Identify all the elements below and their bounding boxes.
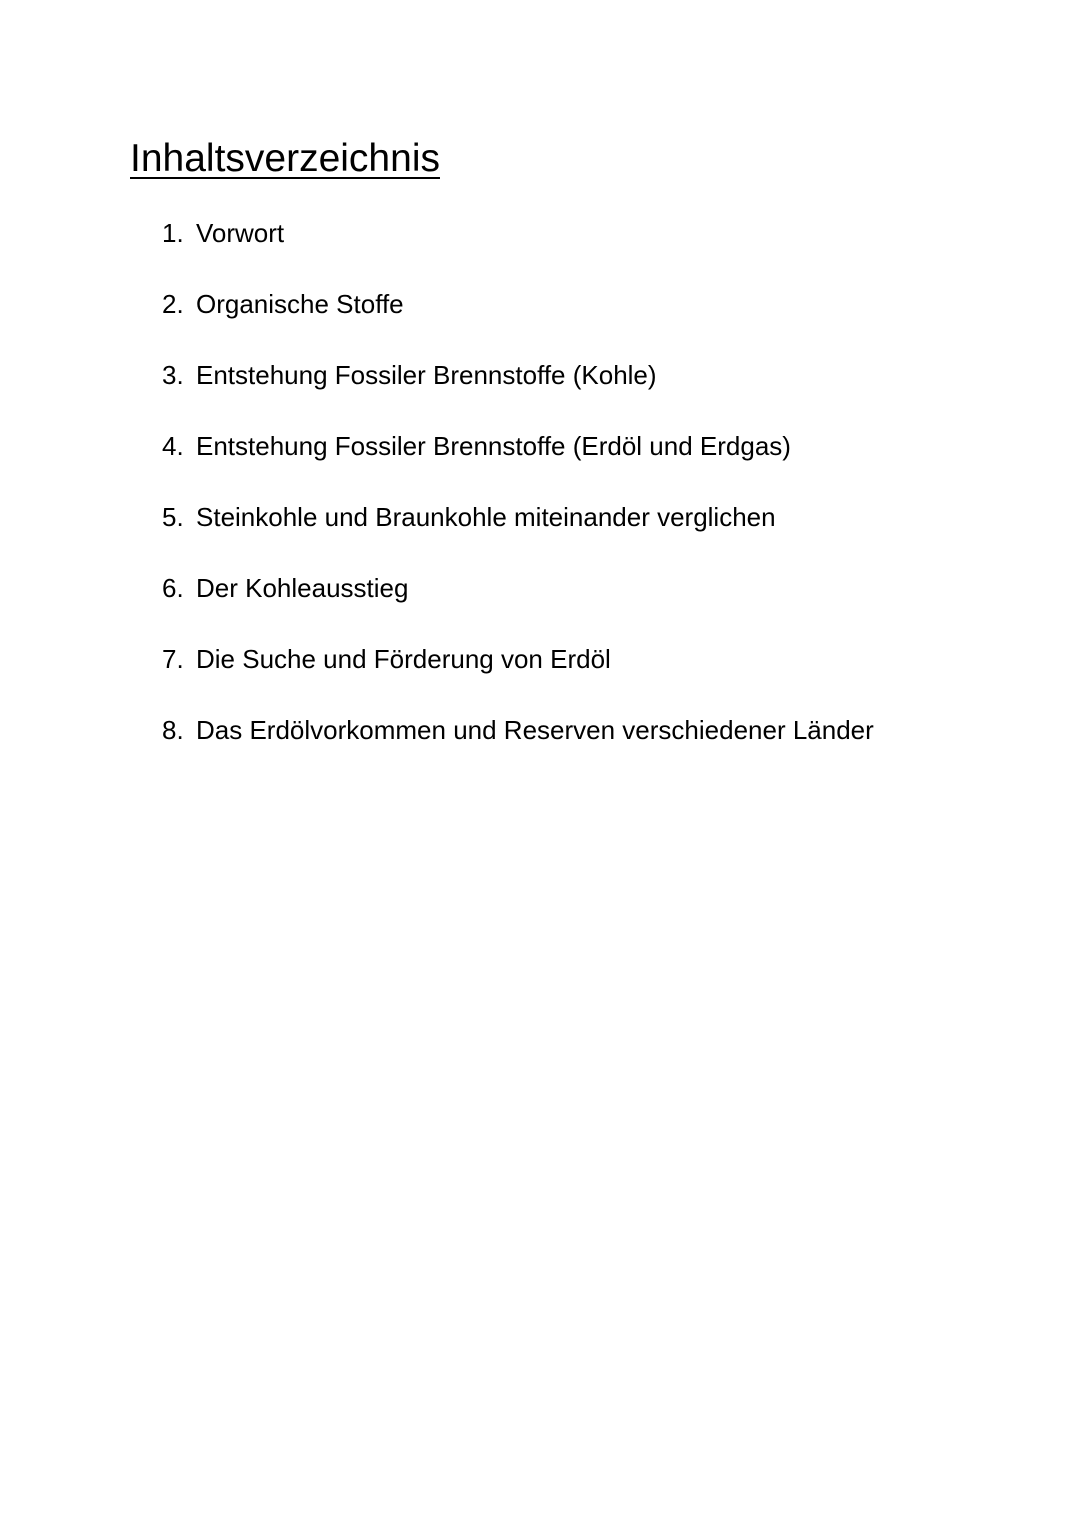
toc-item-number: 6. [162,573,184,603]
toc-item-8 [162,695,874,766]
toc-item-number: 5. [162,502,184,532]
toc-item-6 [162,553,874,624]
toc-item-4 [162,411,874,482]
toc-item-label: Entstehung Fossiler Brennstoffe (Kohle) [196,360,657,390]
page-title: Inhaltsverzeichnis [130,137,440,180]
toc-item-label: Der Kohleausstieg [196,573,409,603]
toc-item-number: 7. [162,644,184,674]
toc-item-label: Vorwort [196,218,285,248]
toc-item-5 [162,482,874,553]
toc-item-label: Die Suche und Förderung von Erdöl [196,644,611,674]
toc-item-1 [162,198,874,269]
toc-item-2 [162,269,874,340]
toc-item-number: 4. [162,431,184,461]
toc-item-number: 2. [162,289,184,319]
toc-item-label: Entstehung Fossiler Brennstoffe (Erdöl und Erdgas) [196,431,791,461]
toc-item-label: Organische Stoffe [196,289,404,319]
toc-item-number: 1. [162,218,184,248]
toc-item-number: 8. [162,715,184,745]
toc-item-3 [162,340,874,411]
toc-item-7 [162,624,874,695]
table-of-contents [162,198,874,766]
toc-item-label: Das Erdölvorkommen und Reserven verschiedener Länder [196,715,874,745]
toc-item-label: Steinkohle und Braunkohle miteinander verglichen [196,502,776,532]
toc-item-number: 3. [162,360,184,390]
